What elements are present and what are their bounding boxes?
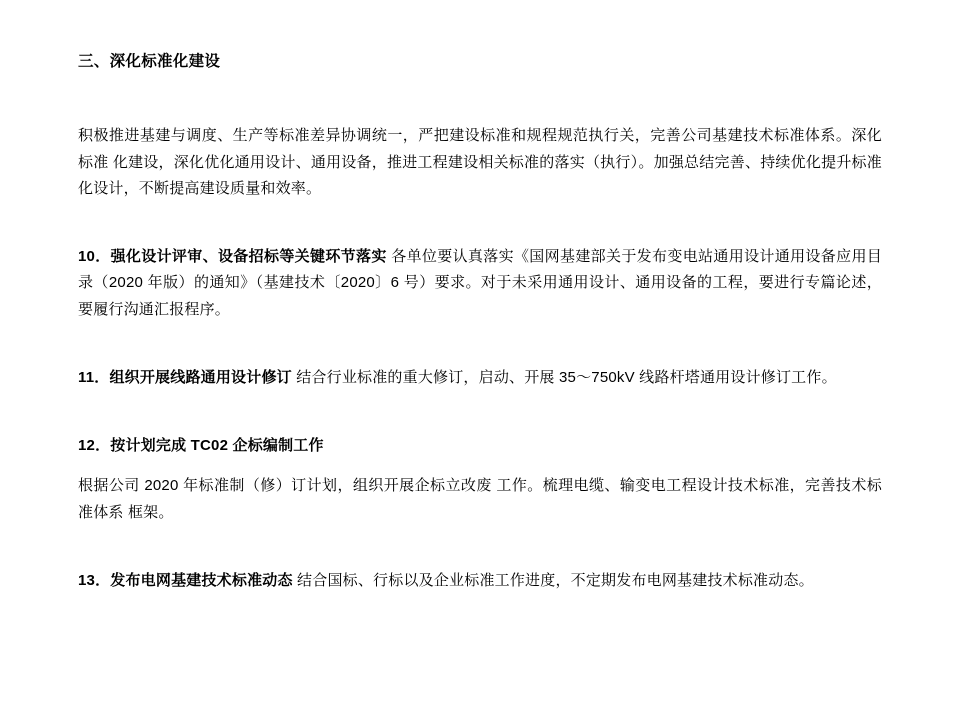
- page-title: 三、深化标准化建设: [78, 53, 221, 70]
- item-13-body: 结合国标、行标以及企业标准工作进度，不定期发布电网基建技术标准动态。: [292, 571, 814, 589]
- spacer: [78, 526, 882, 568]
- item-11-lead: 11．组织开展线路通用设计修订: [78, 368, 292, 386]
- item-12-paragraph: [78, 433, 882, 459]
- item-11-paragraph: [78, 365, 882, 391]
- item-12-lead: 12．按计划完成 TC02 企标编制工作: [78, 437, 324, 454]
- spacer: [78, 391, 882, 433]
- item-11-body: 结合行业标准的重大修订，启动、开展 35～750kV 线路杆塔通用设计修订工作。: [291, 368, 837, 386]
- item-10-body: 各单位要认真落实《国网基建部关于发布变电站通用设计通用设备应用目录（2020 年版）的通知》（基建技术〔2020〕6 号）要求。对于未采用通用设计、通用设备的工程，要进行专篇论述， 要履行沟通汇报程序。: [78, 248, 882, 318]
- item-12-body-paragraph: 根据公司 2020 年标准制（修）订计划，组织开展企标立改废 工作。梳理电缆、输变电工程设计技术标准，完善技术标准体系 框架。: [78, 477, 882, 521]
- item-13-paragraph: [78, 568, 882, 594]
- spacer: [78, 459, 882, 473]
- spacer: [78, 323, 882, 365]
- spacer: [78, 202, 882, 244]
- spacer: [78, 73, 882, 123]
- intro-paragraph: 积极推进基建与调度、生产等标准差异协调统一，严把建设标准和规程规范执行关，完善公司基建技术标准体系。深化标准 化建设，深化优化通用设计、通用设备，推进工程建设相关标准的落实（执行）。加强总结完善、持续优化提升标准化设计，不断提高建设质量和效率。: [78, 127, 882, 197]
- item-10-paragraph: [78, 244, 882, 323]
- item-13-lead: 13．发布电网基建技术标准动态: [78, 571, 293, 589]
- item-10-lead: 10．强化设计评审、设备招标等关键环节落实: [78, 248, 387, 265]
